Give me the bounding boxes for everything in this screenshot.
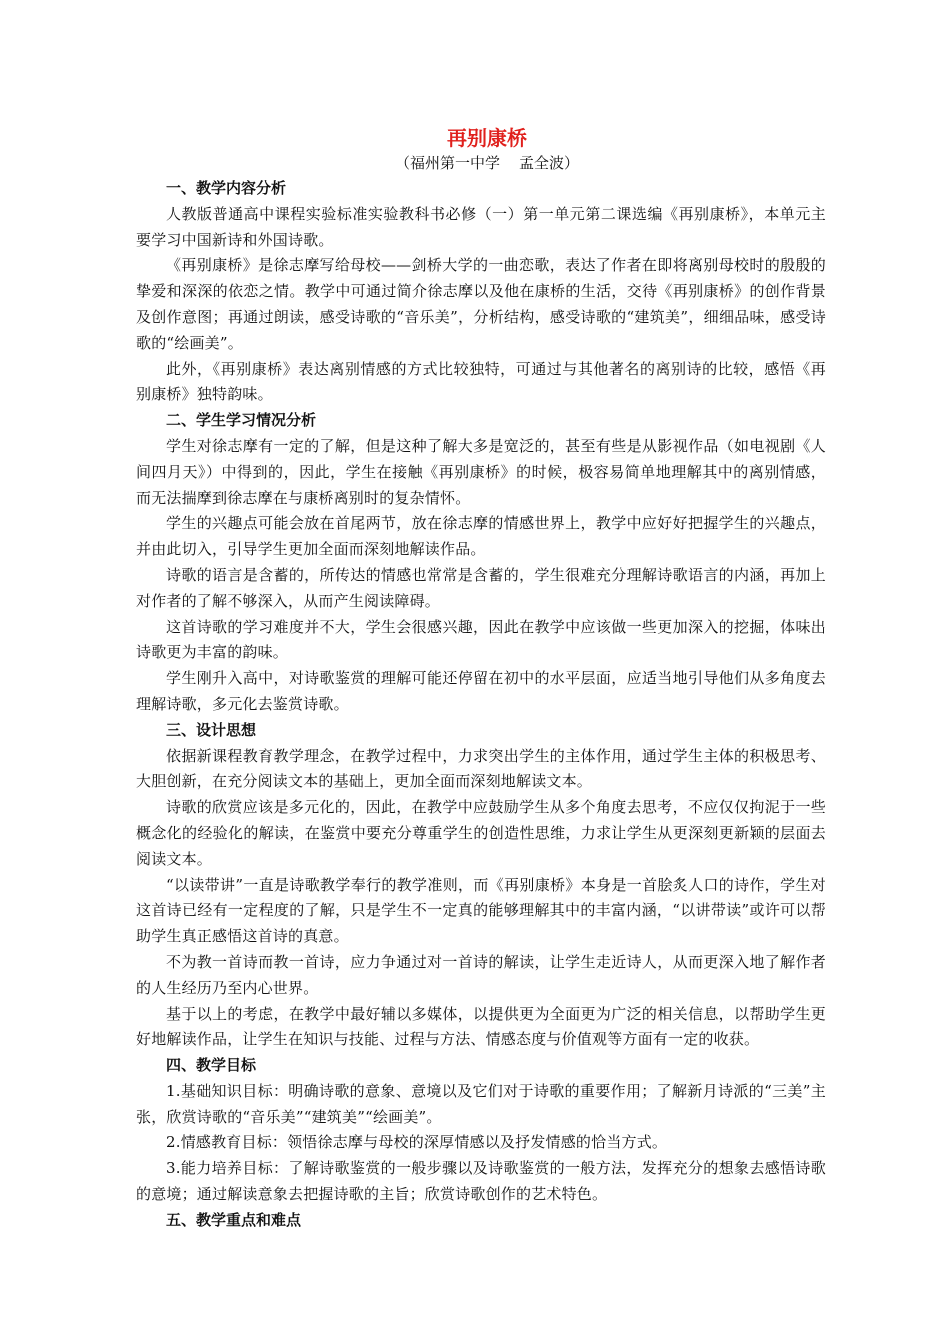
paragraph: 依据新课程教育教学理念，在教学过程中，力求突出学生的主体作用，通过学生主体的积极思考、大胆创新，在充分阅读文本的基础上，更加全面而深刻地解读文本。 bbox=[136, 746, 826, 791]
section-heading: 一、教学内容分析 bbox=[166, 179, 287, 197]
paragraph: 不为教一首诗而教一首诗，应力争通过对一首诗的解读，让学生走近诗人，从而更深入地了解作者的人生经历乃至内心世界。 bbox=[136, 952, 826, 997]
paragraph: 诗歌的欣赏应该是多元化的，因此，在教学中应鼓励学生从多个角度去思考，不应仅仅拘泥于一些概念化的经验化的解读，在鉴赏中要充分尊重学生的创造性思维，力求让学生从更深刻更新颖的层面去阅读文本。 bbox=[136, 798, 826, 868]
paragraph: 基于以上的考虑，在教学中最好辅以多媒体，以提供更为全面更为广泛的相关信息，以帮助学生更好地解读作品，让学生在知识与技能、过程与方法、情感态度与价值观等方面有一定的收获。 bbox=[136, 1004, 826, 1049]
paragraph: 《再别康桥》是徐志摩写给母校——剑桥大学的一曲恋歌，表达了作者在即将离别母校时的殷殷的挚爱和深深的依恋之情。教学中可通过简介徐志摩以及他在康桥的生活，交待《再别康桥》的创作背景及创作意图；再通过朗读，感受诗歌的“音乐美”，分析结构，感受诗歌的“建筑美”，细细品味，感受诗歌的“绘画美”。 bbox=[136, 256, 826, 352]
document-author: （福州第一中学 孟全波） bbox=[394, 154, 580, 172]
section-teaching-goals bbox=[136, 1053, 826, 1208]
paragraph: 学生刚升入高中，对诗歌鉴赏的理解可能还停留在初中的水平层面，应适当地引导他们从多角度去理解诗歌，多元化去鉴赏诗歌。 bbox=[136, 669, 826, 713]
paragraph: 此外，《再别康桥》表达离别情感的方式比较独特，可通过与其他著名的离别诗的比较，感悟《再别康桥》独特韵味。 bbox=[136, 359, 826, 404]
paragraph: 3.能力培养目标：了解诗歌鉴赏的一般步骤以及诗歌鉴赏的一般方法，发挥充分的想象去感悟诗歌的意境；通过解读意象去把握诗歌的主旨；欣赏诗歌创作的艺术特色。 bbox=[136, 1159, 826, 1204]
paragraph: 2.情感教育目标：领悟徐志摩与母校的深厚情感以及抒发情感的恰当方式。 bbox=[166, 1133, 668, 1152]
section-heading: 二、学生学习情况分析 bbox=[166, 411, 317, 430]
section-heading: 四、教学目标 bbox=[166, 1056, 257, 1075]
section-heading: 五、教学重点和难点 bbox=[166, 1210, 302, 1229]
paragraph: 学生的兴趣点可能会放在首尾两节，放在徐志摩的情感世界上，教学中应好好把握学生的兴趣点，并由此切入，引导学生更加全面而深刻地解读作品。 bbox=[136, 514, 826, 559]
section-design-ideas bbox=[136, 718, 826, 1053]
section-key-points bbox=[136, 1208, 826, 1234]
paragraph: 人教版普通高中课程实验标准实验教科书必修（一）第一单元第二课选编《再别康桥》，本单元主要学习中国新诗和外国诗歌。 bbox=[136, 204, 826, 249]
paragraph: 这首诗歌的学习难度并不大，学生会很感兴趣，因此在教学中应该做一些更加深入的挖掘，体味出诗歌更为丰富的韵味。 bbox=[136, 617, 826, 662]
document-title: 再别康桥 bbox=[447, 126, 527, 150]
paragraph: “以读带讲”一直是诗歌教学奉行的教学准则，而《再别康桥》本身是一首脍炙人口的诗作，学生对这首诗已经有一定程度的了解，只是学生不一定真的能够理解其中的丰富内涵，“以讲带读”或许可以帮助学生真正感悟这首诗的真意。 bbox=[136, 875, 826, 946]
paragraph: 1.基础知识目标：明确诗歌的意象、意境以及它们对于诗歌的重要作用；了解新月诗派的“三美”主张，欣赏诗歌的“音乐美”“建筑美”“绘画美”。 bbox=[136, 1081, 826, 1126]
section-heading: 三、设计思想 bbox=[166, 720, 257, 739]
section-student-analysis bbox=[136, 408, 826, 718]
paragraph: 学生对徐志摩有一定的了解，但是这种了解大多是宽泛的，甚至有些是从影视作品（如电视剧《人间四月天》）中得到的，因此，学生在接触《再别康桥》的时候，极容易简单地理解其中的离别情感，而无法揣摩到徐志摩在与康桥离别时的复杂情怀。 bbox=[136, 436, 826, 507]
paragraph: 诗歌的语言是含蓄的，所传达的情感也常常是含蓄的，学生很难充分理解诗歌语言的内涵，再加上对作者的了解不够深入，从而产生阅读障碍。 bbox=[136, 565, 826, 610]
document-body bbox=[136, 124, 826, 1234]
section-content-analysis bbox=[136, 176, 826, 408]
